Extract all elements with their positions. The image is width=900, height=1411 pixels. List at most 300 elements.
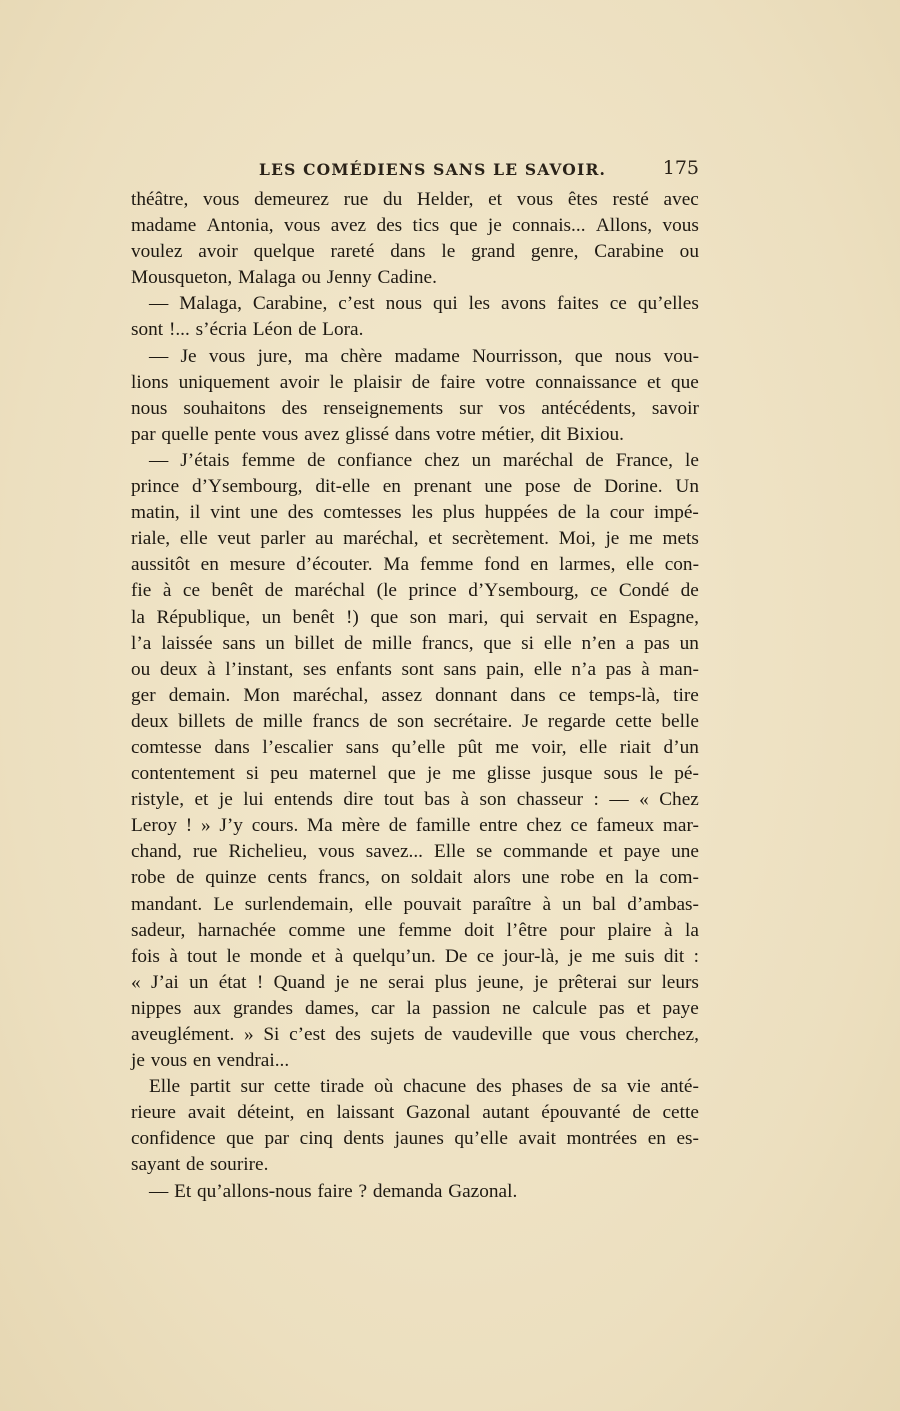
word: mère <box>341 815 381 837</box>
word: chacune <box>403 1076 467 1098</box>
word: fois <box>131 945 160 967</box>
text-line <box>131 839 699 865</box>
word: a <box>625 632 635 654</box>
word: et <box>488 189 503 210</box>
word: » <box>200 815 211 837</box>
word: Espagne, <box>628 606 699 628</box>
word: cherchez, <box>625 1024 699 1045</box>
text-line <box>131 683 699 709</box>
word: demanda <box>372 1180 443 1202</box>
word: vous <box>202 189 240 210</box>
word: pas <box>644 632 670 654</box>
word: sont <box>131 319 164 341</box>
word: me <box>452 763 476 785</box>
word: voulez <box>131 241 183 263</box>
word: sous <box>603 763 638 785</box>
word: Ma <box>307 815 333 837</box>
text-line <box>131 735 699 761</box>
word: grandes <box>233 997 294 1019</box>
word: des <box>376 215 403 237</box>
word: avait <box>187 1102 226 1124</box>
word: confidence <box>131 1128 216 1150</box>
word: sans <box>222 632 256 654</box>
word: parler <box>260 528 306 550</box>
word: ou <box>131 658 151 680</box>
text-line <box>131 787 699 813</box>
word: cette <box>273 1076 311 1098</box>
word: prenant <box>413 476 472 498</box>
word: ou <box>679 241 699 263</box>
word: elle <box>543 632 572 654</box>
word: Le <box>213 893 234 915</box>
word: faire <box>440 371 476 393</box>
word: pé- <box>674 763 699 785</box>
word: en <box>200 554 219 576</box>
word: d’Ysembourg, <box>192 476 303 498</box>
word: !... <box>168 319 190 341</box>
word: d’un <box>663 736 699 758</box>
word: en <box>599 606 618 628</box>
word: sourire. <box>210 1154 269 1176</box>
word: assez <box>381 684 423 706</box>
word: elle <box>579 736 608 758</box>
text-line <box>131 291 699 317</box>
text-line <box>131 813 699 839</box>
word: contentement <box>131 763 235 785</box>
word: de <box>264 580 283 602</box>
word: soldait <box>410 867 463 889</box>
word: et <box>636 997 651 1019</box>
word: suis <box>624 945 655 967</box>
text-line <box>131 944 699 970</box>
word: où <box>373 1076 394 1098</box>
word: comtesses <box>323 502 402 524</box>
word: dents <box>343 1128 385 1150</box>
word: robe <box>131 867 166 889</box>
word: francs <box>312 710 360 732</box>
word: veut <box>217 528 251 550</box>
word: c’est <box>338 293 375 315</box>
word: : <box>693 945 699 967</box>
text-line <box>131 631 699 657</box>
word: le <box>329 371 344 393</box>
word: matin, <box>131 502 180 524</box>
word: billets <box>178 710 226 732</box>
word: passion <box>432 997 491 1019</box>
word: fameux <box>596 815 655 837</box>
word: nous <box>614 345 652 367</box>
text-line <box>131 761 699 787</box>
running-head <box>131 157 699 185</box>
word: avoir <box>198 241 238 263</box>
word: surlendemain, <box>244 893 354 915</box>
word: mets <box>662 528 699 550</box>
word: et <box>194 789 209 811</box>
word: fond <box>484 554 520 576</box>
text-line <box>131 317 699 343</box>
text-line <box>131 1179 699 1205</box>
word: phases <box>511 1076 564 1098</box>
word: chand, <box>131 841 182 863</box>
word: (le <box>376 580 397 602</box>
word: — <box>609 789 629 811</box>
word: dire <box>343 789 374 811</box>
word: si <box>246 763 259 785</box>
word: prince <box>408 580 457 602</box>
word: pût <box>457 736 483 758</box>
word: man- <box>659 658 699 680</box>
word: que <box>483 632 512 654</box>
word: épouvanté <box>541 1102 621 1124</box>
word: secrétaire. <box>433 710 513 732</box>
word: sayant <box>131 1154 181 1176</box>
word: impé- <box>653 502 699 524</box>
word: cents <box>267 867 308 889</box>
word: en <box>647 1128 666 1150</box>
word: un <box>562 893 582 915</box>
text-line <box>131 187 699 213</box>
word: connaissance <box>535 371 637 393</box>
word: à <box>460 789 469 811</box>
word: jusque <box>542 763 593 785</box>
word: avez <box>330 215 367 237</box>
word: que <box>449 215 478 237</box>
word: vous <box>579 1024 616 1045</box>
word: si <box>521 632 534 654</box>
word: mille <box>372 632 412 654</box>
word: et <box>598 841 613 863</box>
word: Moi, <box>558 528 596 550</box>
word: femme <box>419 554 474 576</box>
word: sur <box>240 1076 265 1098</box>
word: aussitôt <box>131 554 190 576</box>
word: ? <box>358 1180 368 1202</box>
word: en <box>382 476 401 498</box>
word: plaisir <box>353 371 402 393</box>
word: la <box>585 502 600 524</box>
word: le <box>226 945 241 967</box>
word: savoir <box>651 397 699 419</box>
word: qu’elle <box>454 1128 508 1150</box>
word: aux <box>193 997 222 1019</box>
word: c’est <box>289 1024 326 1045</box>
word: mesure <box>229 554 286 576</box>
word: un <box>189 971 209 993</box>
word: chère <box>340 345 383 367</box>
word: Et <box>174 1180 192 1202</box>
word: aveuglément. <box>131 1024 235 1045</box>
word: maternel <box>309 763 377 785</box>
text-line <box>131 657 699 683</box>
word: vendrai... <box>216 1050 290 1072</box>
word: tout <box>187 945 218 967</box>
word: sur <box>627 971 652 993</box>
word: Un <box>675 476 699 498</box>
word: bal <box>592 893 617 915</box>
text-line <box>131 344 699 370</box>
word: de <box>235 710 254 732</box>
word: à <box>169 945 178 967</box>
word: femme <box>241 449 296 471</box>
word: sujets <box>370 1024 415 1045</box>
word: qui <box>499 606 525 628</box>
word: plaire <box>607 919 652 941</box>
word: paye <box>623 841 661 863</box>
word: donnant <box>435 684 498 706</box>
word: n’en <box>581 632 616 654</box>
word: partit <box>189 1076 231 1098</box>
word: République, <box>156 606 251 628</box>
word: un <box>265 632 285 654</box>
word: je <box>487 215 502 237</box>
word: — <box>149 449 169 471</box>
word: « <box>639 789 649 811</box>
word: elle <box>179 528 208 550</box>
text-line <box>131 1100 699 1126</box>
word: Elle <box>434 841 466 863</box>
word: des <box>335 1024 361 1045</box>
word: sans <box>443 658 477 680</box>
word: autant <box>482 1102 530 1124</box>
word: n’a <box>571 658 597 680</box>
word: me <box>495 736 519 758</box>
word: pour <box>559 919 596 941</box>
word: riale, <box>131 528 171 550</box>
word: calcule <box>532 997 587 1019</box>
word: son <box>397 710 424 732</box>
word: glissé <box>345 423 390 445</box>
word: deux <box>159 658 198 680</box>
text-line <box>131 892 699 918</box>
word: nous <box>131 397 168 419</box>
text-line <box>131 265 699 291</box>
word: Ma <box>383 554 410 576</box>
word: Leroy <box>131 815 178 837</box>
word: me <box>629 528 653 550</box>
word: de <box>585 449 604 471</box>
word: que <box>574 345 603 367</box>
word: qui <box>433 293 458 315</box>
word: elle <box>626 554 654 576</box>
word: quinze <box>205 867 257 889</box>
word: leurs <box>661 971 699 993</box>
text-line <box>131 865 699 891</box>
word: il <box>189 502 201 524</box>
word: on <box>380 867 401 889</box>
word: vos <box>498 397 526 419</box>
word: Allons, <box>595 215 653 237</box>
word: rieure <box>131 1102 176 1124</box>
word: son <box>479 789 507 811</box>
word: maréchal <box>502 449 574 471</box>
word: avons <box>501 293 547 315</box>
word: dans <box>390 241 426 263</box>
word: dans <box>510 684 546 706</box>
word: je <box>218 789 233 811</box>
word: J’y <box>219 815 243 837</box>
word: resté <box>612 189 649 210</box>
word: Carabine, <box>252 293 328 315</box>
word: Gazonal. <box>448 1180 518 1202</box>
word: de <box>632 1102 651 1124</box>
word: jaunes <box>394 1128 444 1150</box>
word: De <box>445 945 468 967</box>
word: ! <box>256 971 264 993</box>
word: cour <box>609 502 644 524</box>
word: dans <box>394 423 431 445</box>
word: se <box>476 841 493 863</box>
word: enfants <box>336 658 392 680</box>
body-text <box>131 187 699 1205</box>
word: ce <box>609 293 627 315</box>
word: tout <box>383 789 414 811</box>
word: à <box>334 945 344 967</box>
word: Quand <box>273 971 325 993</box>
word: Helder, <box>416 189 474 210</box>
word: Jenny <box>326 267 372 289</box>
word: tire <box>673 684 699 706</box>
word: voir, <box>531 736 567 758</box>
word: rue <box>343 189 369 210</box>
text-line <box>131 474 699 500</box>
word: huppées <box>484 502 548 524</box>
word: femme <box>398 919 452 941</box>
word: je <box>335 971 350 993</box>
text-line <box>131 396 699 422</box>
word: du <box>382 189 403 210</box>
word: es- <box>676 1128 699 1150</box>
word: le <box>684 449 699 471</box>
word: de <box>388 815 407 837</box>
word: quelle <box>161 423 209 445</box>
word: Malaga, <box>179 293 242 315</box>
word: francs, <box>421 632 474 654</box>
word: benêt <box>292 606 335 628</box>
word: Cadine. <box>377 267 437 289</box>
word: qu’elles <box>637 293 699 315</box>
word: Gazonal <box>406 1102 471 1124</box>
word: dames, <box>305 997 360 1019</box>
word: vous <box>261 423 299 445</box>
text-line <box>131 213 699 239</box>
word: Bixiou. <box>566 423 624 445</box>
word: je <box>568 945 583 967</box>
word: Je <box>522 710 539 732</box>
word: laissant <box>336 1102 395 1124</box>
text-line <box>131 526 699 552</box>
word: plus <box>434 971 467 993</box>
word: une <box>250 502 278 524</box>
word: comtesse <box>131 736 202 758</box>
text-line <box>131 970 699 996</box>
word: plus <box>442 502 475 524</box>
word: d’ambas- <box>627 893 699 915</box>
word: de <box>557 502 577 524</box>
word: avec <box>663 189 699 210</box>
word: je <box>534 971 549 993</box>
text-line <box>131 1022 699 1048</box>
word: Nourrisson, <box>472 345 563 367</box>
word: uniquement <box>178 371 270 393</box>
word: regarde <box>547 710 606 732</box>
word: confiance <box>337 449 413 471</box>
word: ristyle, <box>131 789 185 811</box>
word: Je <box>180 345 197 367</box>
word: Léon <box>252 319 293 341</box>
word: com- <box>659 867 699 889</box>
word: montrées <box>566 1128 638 1150</box>
word: lui <box>243 789 264 811</box>
word: — <box>149 1180 169 1202</box>
word: madame <box>394 345 460 367</box>
word: bas <box>424 789 450 811</box>
word: Richelieu, <box>228 841 308 863</box>
word: Mon <box>243 684 280 706</box>
word: servait <box>536 606 588 628</box>
word: pose <box>525 476 561 498</box>
word: peu <box>270 763 299 785</box>
word: que <box>370 606 399 628</box>
word: une <box>357 919 386 941</box>
word: les <box>468 293 491 315</box>
word: vous <box>208 345 246 367</box>
word: en <box>306 1102 325 1124</box>
word: de <box>573 476 592 498</box>
word: Condé <box>618 580 670 602</box>
word: Elle <box>149 1076 181 1098</box>
word: chez <box>424 449 460 471</box>
word: qu’allons-nous <box>196 1180 312 1202</box>
word: en <box>605 867 624 889</box>
word: la <box>685 919 699 941</box>
word: antécédents, <box>541 397 636 419</box>
word: laissée <box>161 632 213 654</box>
word: vous <box>150 1050 188 1072</box>
word: un <box>471 449 491 471</box>
word: benêt <box>211 580 254 602</box>
word: elle <box>533 658 562 680</box>
word: vie <box>626 1076 651 1098</box>
word: nippes <box>131 997 182 1019</box>
word: larmes, <box>559 554 616 576</box>
word: de <box>369 710 388 732</box>
word: souhaitons <box>183 397 266 419</box>
word: savez... <box>365 841 423 863</box>
running-title: LES COMÉDIENS SANS LE SAVOIR. <box>259 160 607 179</box>
word: doit <box>464 919 495 941</box>
word: que <box>387 763 416 785</box>
word: vint <box>210 502 241 524</box>
word: « <box>131 971 141 993</box>
word: connais... <box>512 215 586 237</box>
word: état <box>218 971 247 993</box>
word: cette <box>662 1102 699 1124</box>
word: mar- <box>662 815 699 837</box>
word: Dorine. <box>604 476 663 498</box>
text-line <box>131 1074 699 1100</box>
word: fie <box>131 580 152 602</box>
word: tics <box>412 215 440 237</box>
word: genre, <box>530 241 579 263</box>
word: secrètement. <box>452 528 549 550</box>
word: con- <box>664 554 699 576</box>
word: des <box>287 502 314 524</box>
word: billet <box>294 632 335 654</box>
word: jeune, <box>477 971 524 993</box>
text-line <box>131 709 699 735</box>
word: de <box>344 632 363 654</box>
word: ne <box>359 971 378 993</box>
